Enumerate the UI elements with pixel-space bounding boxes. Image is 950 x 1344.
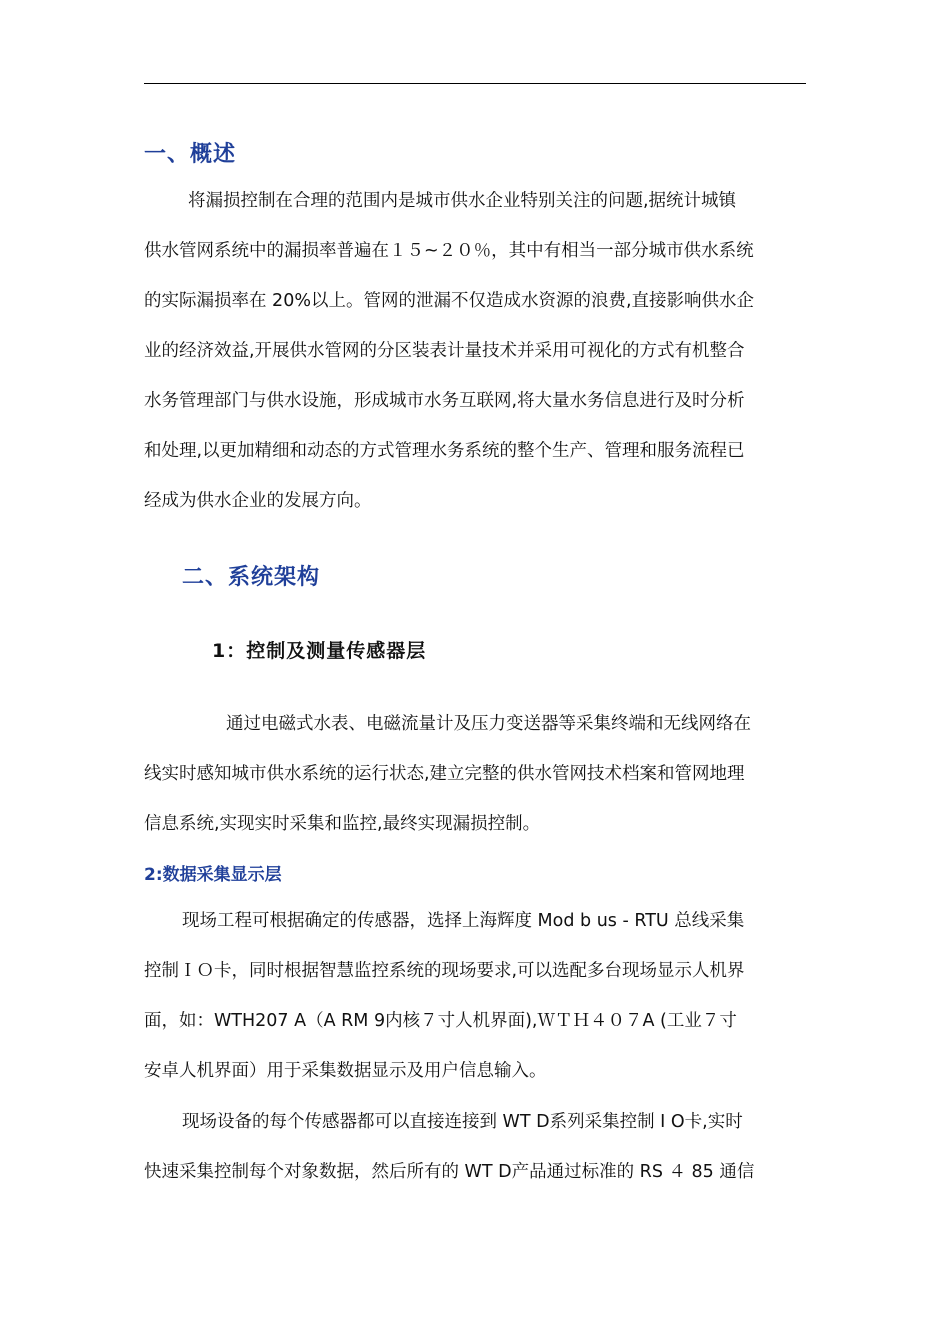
paragraph-line: 快速采集控制每个对象数据，然后所有的 WT D产品通过标准的 RS ４ 85 通信 [144,1162,755,1182]
section-heading-overview: 一、概述 [144,142,237,167]
sensor-layer-paragraph [144,699,806,849]
paragraph-line: 线实时感知城市供水系统的运行状态,建立完整的供水管网技术档案和管网地理 [144,764,745,784]
paragraph-line: 面，如：WTH207 A（A RM 9内核７寸人机界面),ＷＴＨ４０７A (工业７寸 [144,1011,737,1031]
paragraph-line: 和处理,以更加精细和动态的方式管理水务系统的整个生产、管理和服务流程已 [144,441,745,461]
paragraph-line: 安卓人机界面）用于采集数据显示及用户信息输入。 [144,1061,547,1081]
paragraph-line: 现场设备的每个传感器都可以直接连接到 WT D系列采集控制 I O卡,实时 [182,1112,743,1132]
paragraph-line: 水务管理部门与供水设施，形成城市水务互联网,将大量水务信息进行及时分析 [144,391,745,411]
data-display-paragraph-1 [144,896,806,1096]
paragraph-line: 经成为供水企业的发展方向。 [144,491,372,511]
paragraph-line: 业的经济效益,开展供水管网的分区装表计量技术并采用可视化的方式有机整合 [144,341,745,361]
paragraph-line: 将漏损控制在合理的范围内是城市供水企业特别关注的问题,据统计城镇 [188,191,737,211]
paragraph-line: 信息系统,实现实时采集和监控,最终实现漏损控制。 [144,814,541,834]
paragraph-line: 控制ＩＯ卡，同时根据智慧监控系统的现场要求,可以选配多台现场显示人机界 [144,961,745,981]
paragraph-line: 现场工程可根据确定的传感器，选择上海辉度 Mod b us - RTU 总线采集 [182,911,745,931]
data-display-paragraph-2 [144,1097,806,1197]
header-rule [144,83,806,84]
paragraph-line: 通过电磁式水表、电磁流量计及压力变送器等采集终端和无线网络在 [226,714,751,734]
paragraph-line: 供水管网系统中的漏损率普遍在１５~２０％，其中有相当一部分城市供水系统 [144,241,754,261]
overview-paragraph [144,176,806,526]
section-heading-architecture: 二、系统架构 [182,565,321,590]
subsection-heading-data-display-layer: 2:数据采集显示层 [144,865,282,885]
subsection-heading-sensor-layer: 1：控制及测量传感器层 [212,640,427,662]
paragraph-line: 的实际漏损率在 20%以上。管网的泄漏不仅造成水资源的浪费,直接影响供水企 [144,291,755,311]
